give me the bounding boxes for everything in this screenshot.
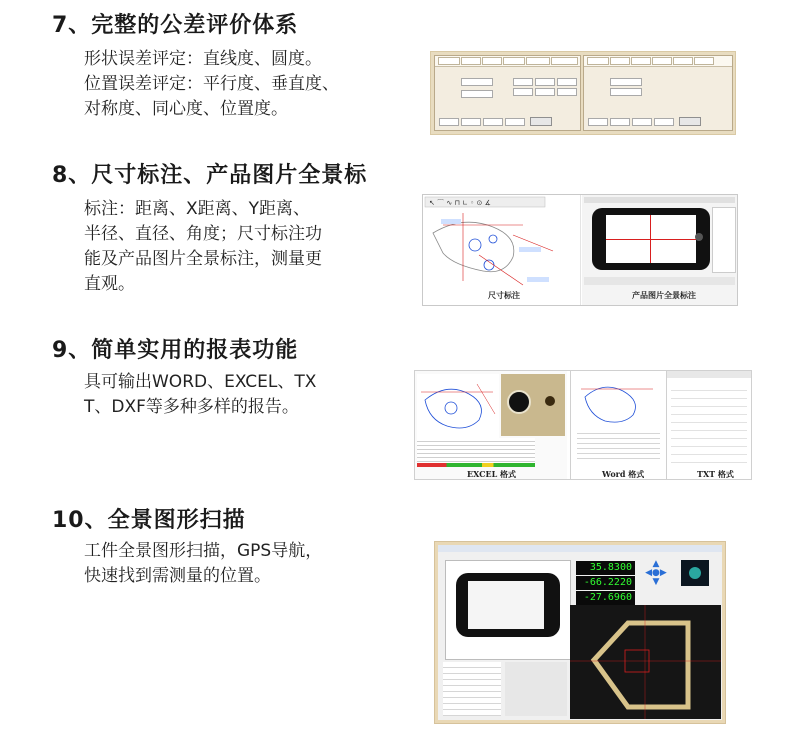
- tolerance-window-left: [434, 55, 581, 131]
- svg-text:↖ ⌒ ∿ ⊓ ∟ ◦ ⊙ ∡: ↖ ⌒ ∿ ⊓ ∟ ◦ ⊙ ∡: [429, 199, 491, 207]
- excel-table: [417, 438, 535, 466]
- tolerance-window-right: [583, 55, 733, 131]
- excel-report: [415, 371, 567, 479]
- word-report: [570, 371, 666, 479]
- readout-z: -27.6960: [576, 591, 635, 605]
- section-8-body: 标注：距离、X距离、Y距离、 半径、直径、角度；尺寸标注功 能及产品图片全景标注，测量更 直观。: [84, 199, 322, 294]
- scan-screenshot: [434, 541, 726, 724]
- tolerance-tabbar: [435, 56, 580, 67]
- section-7-body: 形状误差评定：直线度、圆度。 位置误差评定：平行度、垂直度、 对称度、同心度、位置度。: [84, 49, 339, 119]
- readout-x: 35.8300: [576, 561, 635, 575]
- dimension-caption: 尺寸标注: [488, 290, 520, 300]
- dimension-drawing: [423, 195, 581, 305]
- section-8-title: 8、尺寸标注、产品图片全景标: [52, 163, 368, 188]
- txt-report: [666, 371, 752, 479]
- txt-caption: TXT 格式: [697, 469, 734, 479]
- dimension-screenshot: [422, 194, 738, 306]
- direction-pad-icon: ▲ ◀●▶ ▼: [645, 559, 667, 587]
- section-7-title: 7、完整的公差评价体系: [52, 13, 299, 38]
- section-9-body: 具可输出WORD、EXCEL、TX T、DXF等多种多样的报告。: [84, 372, 317, 417]
- section-10-title: 10、全景图形扫描: [52, 508, 246, 533]
- scan-camera-view: [570, 605, 721, 719]
- excel-caption: EXCEL 格式: [467, 469, 517, 479]
- readout-y: -66.2220: [576, 576, 635, 590]
- section-9-title: 9、简单实用的报表功能: [52, 338, 299, 363]
- panorama-caption: 产品图片全景标注: [632, 290, 696, 300]
- panorama-panel: [582, 195, 737, 305]
- report-screenshot: [414, 370, 752, 480]
- tolerance-screenshot: [430, 51, 736, 135]
- section-10-body: 工件全景图形扫描，GPS导航， 快速找到需测量的位置。: [84, 541, 323, 586]
- word-caption: Word 格式: [602, 469, 645, 479]
